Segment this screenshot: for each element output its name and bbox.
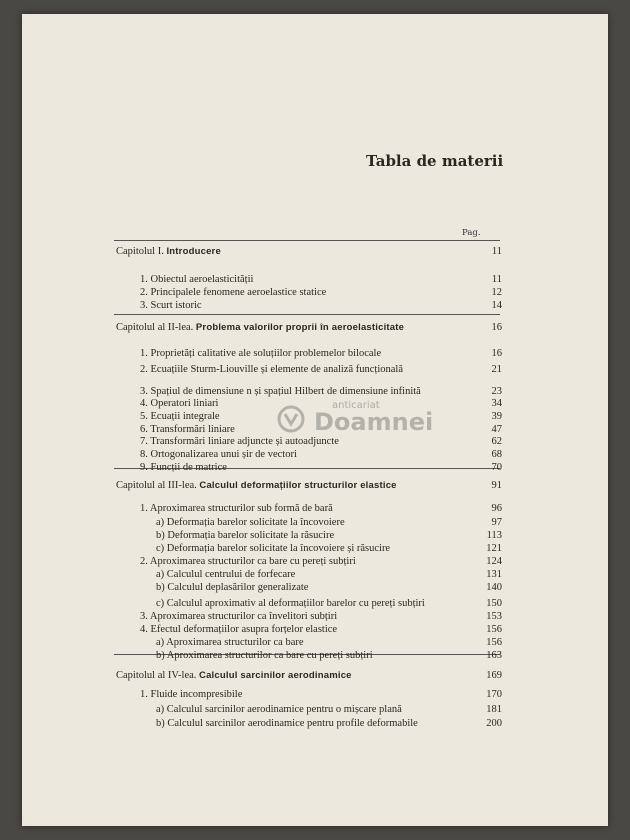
- toc-entry: [116, 582, 502, 594]
- toc-page-number: 181: [486, 704, 502, 715]
- toc-page-number: 14: [491, 300, 502, 311]
- toc-entry: [116, 718, 502, 730]
- toc-entry-title: 3. Aproximarea structurilor ca învelitori subțiri: [140, 611, 338, 622]
- toc-entry: [116, 424, 502, 436]
- toc-entry-title: a) Deformația barelor solicitate la încovoiere: [156, 517, 345, 528]
- toc-page-number: 156: [486, 624, 502, 635]
- toc-entry: [116, 556, 502, 568]
- toc-entry-title: b) Deformația barelor solicitate la răsucire: [156, 530, 335, 541]
- toc-page-number: 200: [486, 718, 502, 729]
- toc-page-number: 150: [486, 598, 502, 609]
- toc-page-number: 47: [491, 424, 502, 435]
- toc-entry: [116, 611, 502, 623]
- toc-entry-title: b) Calculul sarcinilor aerodinamice pentru profile deformabile: [156, 718, 418, 729]
- toc-entry: [116, 624, 502, 636]
- toc-page-number: 131: [486, 569, 502, 580]
- toc-entry-title: 1. Aproximarea structurilor sub formă de bară: [140, 503, 333, 514]
- toc-entry-title: a) Calculul sarcinilor aerodinamice pentru o mișcare plană: [156, 704, 402, 715]
- watermark-small-text: anticariat: [332, 400, 380, 411]
- toc-page-number: 23: [491, 386, 502, 397]
- toc-entry-title: 7. Transformări liniare adjuncte și autoadjuncte: [140, 436, 339, 447]
- toc-page-number: 140: [486, 582, 502, 593]
- toc-page-number: 21: [491, 364, 502, 375]
- toc-entry-title: 3. Spațiul de dimensiune n și spațiul Hilbert de dimensiune infinită: [140, 386, 421, 397]
- toc-entry: [116, 689, 502, 701]
- toc-entry: [116, 398, 502, 410]
- toc-page-number: 70: [491, 462, 502, 473]
- toc-page-number: 163: [486, 650, 502, 661]
- toc-entry: [116, 449, 502, 461]
- toc-page-number: 11: [491, 246, 502, 257]
- chapter-name: Calculul deformațiilor structurilor elastice: [199, 480, 397, 491]
- chapter-rule: [114, 314, 500, 315]
- toc-page-number: 16: [491, 348, 502, 359]
- toc-entry-title: [116, 480, 397, 491]
- toc-entry-title: 2. Aproximarea structurilor ca bare cu pereți subțiri: [140, 556, 356, 567]
- toc-page-number: 124: [486, 556, 502, 567]
- toc-entry-title: 4. Operatori liniari: [140, 398, 219, 409]
- toc-entry: [116, 569, 502, 581]
- toc-page-number: 39: [491, 411, 502, 422]
- chapter-name: Introducere: [166, 246, 221, 257]
- toc-entry: [116, 411, 502, 423]
- header-rule: [114, 240, 500, 241]
- toc-entry-title: 1. Fluide incompresibile: [140, 689, 243, 700]
- toc-entry-title: 2. Principalele fenomene aeroelastice statice: [140, 287, 327, 298]
- toc-entry: [116, 436, 502, 448]
- toc-entry-title: c) Deformația barelor solicitate la încovoiere și răsucire: [156, 543, 391, 554]
- toc-entry-title: b) Aproximarea structurilor ca bare cu pereți subțiri: [156, 650, 373, 661]
- toc-entry-title: 3. Scurt istoric: [140, 300, 202, 311]
- toc-page-number: 16: [491, 322, 502, 333]
- toc-page-number: 153: [486, 611, 502, 622]
- toc-entry: [116, 462, 502, 474]
- toc-entry-title: [116, 246, 221, 257]
- toc-entry-title: c) Calculul aproximativ al deformațiilor barelor cu pereți subțiri: [156, 598, 425, 609]
- chapter-prefix: Capitolul al II-lea.: [116, 322, 196, 333]
- toc-entry: [116, 530, 502, 542]
- chapter-prefix: Capitolul I.: [116, 246, 167, 257]
- toc-page-number: 96: [491, 503, 502, 514]
- page-title: Tabla de materii: [366, 152, 504, 170]
- toc-entry-title: 6. Transformări liniare: [140, 424, 235, 435]
- page-column-label: Pag.: [462, 228, 481, 238]
- toc-page-number: 62: [491, 436, 502, 447]
- toc-entry: [116, 503, 502, 515]
- toc-page-number: 170: [486, 689, 502, 700]
- toc-page-number: 91: [491, 480, 502, 491]
- toc-entry: [116, 704, 502, 716]
- toc-entry-title: b) Calculul deplasărilor generalizate: [156, 582, 309, 593]
- toc-page-number: 113: [486, 530, 502, 541]
- toc-chapter-entry: [116, 670, 502, 682]
- toc-entry: [116, 517, 502, 529]
- watermark-big-text: Doamnei: [314, 408, 434, 436]
- toc-entry: [116, 348, 502, 360]
- chapter-prefix: Capitolul al IV-lea.: [116, 670, 200, 681]
- toc-entry-title: 8. Ortogonalizarea unui șir de vectori: [140, 449, 297, 460]
- toc-page-number: 11: [491, 274, 502, 285]
- toc-entry-title: [116, 670, 352, 681]
- toc-entry: [116, 386, 502, 398]
- toc-page-number: 34: [491, 398, 502, 409]
- toc-entry-title: a) Calculul centrului de forfecare: [156, 569, 296, 580]
- toc-chapter-entry: [116, 480, 502, 492]
- toc-page-number: 97: [491, 517, 502, 528]
- book-page: [22, 14, 608, 826]
- toc-entry: [116, 364, 502, 376]
- toc-entry-title: 9. Funcții de matrice: [140, 462, 227, 473]
- toc-entry: [116, 274, 502, 286]
- toc-entry-title: [116, 322, 404, 333]
- toc-entry: [116, 543, 502, 555]
- toc-entry-title: 1. Proprietăți calitative ale soluțiilor problemelor bilocale: [140, 348, 382, 359]
- toc-page-number: 121: [486, 543, 502, 554]
- toc-entry-title: 5. Ecuații integrale: [140, 411, 220, 422]
- toc-entry-title: 4. Efectul deformațiilor asupra forțelor elastice: [140, 624, 338, 635]
- toc-entry: [116, 598, 502, 610]
- toc-entry: [116, 637, 502, 649]
- toc-entry: [116, 287, 502, 299]
- toc-page-number: 156: [486, 637, 502, 648]
- toc-page-number: 12: [491, 287, 502, 298]
- toc-entry: [116, 650, 502, 662]
- toc-entry: [116, 300, 502, 312]
- toc-chapter-entry: [116, 246, 502, 258]
- toc-page-number: 68: [491, 449, 502, 460]
- chapter-name: Problema valorilor proprii în aeroelasticitate: [195, 322, 405, 333]
- chapter-prefix: Capitolul al III-lea.: [116, 480, 200, 491]
- toc-page-number: 169: [486, 670, 502, 681]
- toc-entry-title: 1. Obiectul aeroelasticității: [140, 274, 254, 285]
- toc-chapter-entry: [116, 322, 502, 334]
- chapter-name: Calculul sarcinilor aerodinamice: [199, 670, 352, 681]
- toc-entry-title: a) Aproximarea structurilor ca bare: [156, 637, 304, 648]
- toc-entry-title: 2. Ecuațiile Sturm-Liouville și elemente de analiză funcțională: [140, 364, 403, 375]
